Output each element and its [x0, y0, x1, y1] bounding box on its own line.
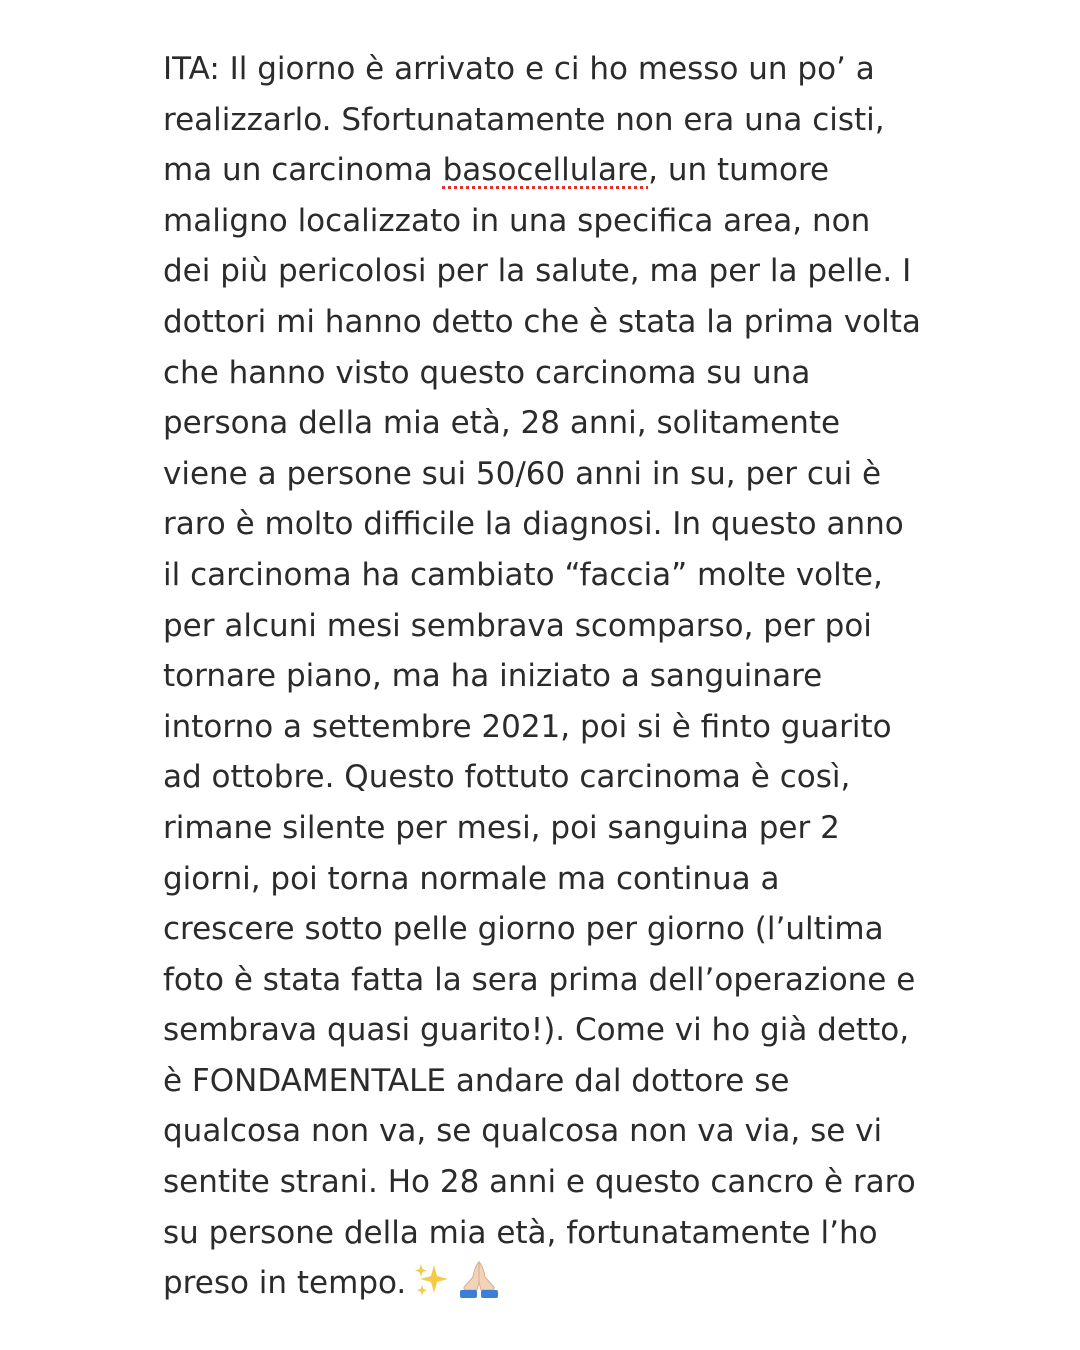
note-line: [163, 601, 953, 652]
note-line: [163, 955, 953, 1006]
note-body[interactable]: [163, 44, 953, 1309]
note-line: [163, 246, 953, 297]
note-line: [163, 854, 953, 905]
note-line: [163, 550, 953, 601]
note-line: [163, 95, 953, 146]
note-line: [163, 752, 953, 803]
note-text: ad ottobre. Questo fottuto carcinoma è così,: [163, 759, 851, 796]
note-text: persona della mia età, 28 anni, solitamente: [163, 405, 841, 442]
note-text: intorno a settembre 2021, poi si è finto guarito: [163, 708, 892, 745]
note-line: [163, 1056, 953, 1107]
note-line: [163, 803, 953, 854]
note-line: [163, 1005, 953, 1056]
misspelled-word[interactable]: basocellulare: [442, 152, 649, 189]
note-line: [163, 499, 953, 550]
note-text: raro è molto difficile la diagnosi. In questo anno: [163, 506, 904, 543]
note-text: preso in tempo.: [163, 1265, 407, 1302]
sparkles-icon: [412, 1261, 450, 1315]
note-line: [163, 196, 953, 247]
note-text: qualcosa non va, se qualcosa non va via, se vi: [163, 1113, 883, 1150]
note-text: il carcinoma ha cambiato “faccia” molte volte,: [163, 556, 883, 593]
note-line: [163, 44, 953, 95]
note-text: tornare piano, ma ha iniziato a sanguinare: [163, 658, 823, 695]
note-text: realizzarlo. Sfortunatamente non era una cisti,: [163, 101, 885, 138]
note-text: sentite strani. Ho 28 anni e questo cancro è raro: [163, 1164, 916, 1201]
note-text: giorni, poi torna normale ma continua a: [163, 860, 780, 897]
note-text: per alcuni mesi sembrava scomparso, per poi: [163, 607, 872, 644]
note-line: [163, 702, 953, 753]
note-line: [163, 651, 953, 702]
note-line: [163, 1106, 953, 1157]
folded-hands-icon: [456, 1259, 502, 1315]
note-text: che hanno visto questo carcinoma su una: [163, 354, 811, 391]
note-text: , un tumore: [648, 152, 830, 189]
note-line: [163, 398, 953, 449]
note-text: sembrava quasi guarito!). Come vi ho già detto,: [163, 1012, 910, 1049]
note-text: maligno localizzato in una specifica area, non: [163, 202, 871, 239]
note-text: dottori mi hanno detto che è stata la prima volta: [163, 303, 921, 340]
note-line: [163, 1157, 953, 1208]
note-line: [163, 904, 953, 955]
note-text: è FONDAMENTALE andare dal dottore se: [163, 1062, 790, 1099]
note-text: viene a persone sui 50/60 anni in su, per cui è: [163, 455, 882, 492]
note-line: [163, 145, 953, 196]
note-text: su persone della mia età, fortunatamente l’ho: [163, 1214, 878, 1251]
note-line: [163, 348, 953, 399]
note-line: [163, 297, 953, 348]
note-text: ma un carcinoma: [163, 152, 443, 189]
note-line: [163, 1258, 953, 1309]
note-line: [163, 1208, 953, 1259]
note-line: [163, 449, 953, 500]
note-text: crescere sotto pelle giorno per giorno (l’ultima: [163, 911, 884, 948]
note-text: dei più pericolosi per la salute, ma per la pelle. I: [163, 253, 912, 290]
note-text: ITA: Il giorno è arrivato e ci ho messo un po’ a: [163, 51, 875, 87]
note-text: rimane silente per mesi, poi sanguina per 2: [163, 809, 840, 846]
note-text: foto è stata fatta la sera prima dell’operazione e: [163, 961, 916, 998]
